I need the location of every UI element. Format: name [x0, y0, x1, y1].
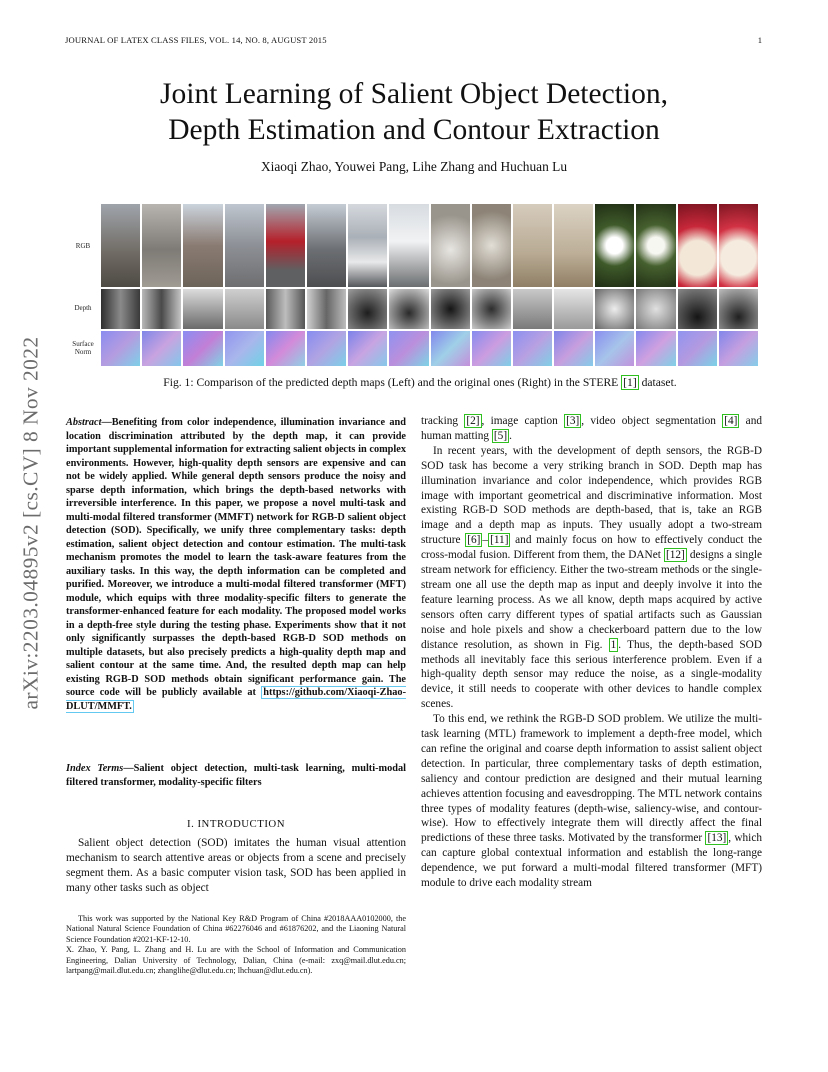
caption-text-end: dataset. [638, 376, 677, 389]
surface-norm-row [101, 331, 758, 366]
depth-map-3 [183, 289, 222, 329]
surface-norm-9 [431, 331, 470, 366]
citation-link[interactable]: [2] [466, 415, 480, 427]
depth-map-16 [719, 289, 758, 329]
depth-map-5 [266, 289, 305, 329]
rgb-image-cake-left [678, 204, 717, 287]
caption-text: Fig. 1: Comparison of the predicted depth maps (Left) and the original ones (Right) in the STERE [163, 376, 622, 389]
arxiv-stamp [0, 288, 62, 758]
text: and human matting [421, 415, 762, 442]
index-terms-label: Index Terms [66, 763, 124, 774]
rgb-image-flower-right [636, 204, 675, 287]
citation-link[interactable]: [5] [493, 429, 508, 442]
arxiv-stamp-text: arXiv:2203.04895v2 [cs.CV] 8 Nov 2022 [18, 336, 43, 710]
row-label-rgb: RGB [75, 242, 91, 250]
rgb-image-bicycle-right [554, 204, 593, 287]
depth-map-2 [142, 289, 181, 329]
citation-link[interactable]: [6] [467, 534, 481, 547]
title-line-2: Depth Estimation and Contour Extraction [168, 114, 660, 146]
citation-link[interactable]: [11] [490, 534, 509, 547]
depth-row [101, 289, 758, 329]
footnote-affiliation: X. Zhao, Y. Pang, L. Zhang and H. Lu are with the School of Information and Communication Engineering, Dalian University of Technology, Dalian, China (e-mail: zxq@mail.dlut.edu.cn; lartpang@mail.dlut.edu.cn; zhanglihe@dlut.edu.cn; lhchuan@dlut.edu.cn). [66, 945, 406, 976]
citation-link[interactable]: [4] [724, 415, 738, 427]
rgb-image-sculpture-right [472, 204, 511, 287]
figure-1 [67, 204, 761, 366]
figure-link[interactable]: 1 [610, 638, 617, 651]
rgb-image-car-right [389, 204, 428, 287]
depth-map-4 [225, 289, 264, 329]
text: tracking [421, 415, 465, 427]
surface-norm-12 [554, 331, 593, 366]
surface-norm-15 [678, 331, 717, 366]
rgb-image-flower-left [595, 204, 634, 287]
surface-norm-2 [142, 331, 181, 366]
citation-link[interactable]: [12] [665, 549, 685, 562]
row-label-surface-norm: Surface Norm [72, 340, 94, 356]
abstract-text: —Benefiting from color independence, illumination invariance and location discrimination attributed by the depth map, it can provide important supplemental information for extracting salient objects in complex environments. However, high-quality depth sensors are expensive and can not be widely applied. While general depth sensors produce the noisy and sparse depth information, which brings the depth-based networks with irreversible interference. In this paper, we propose a novel multi-task and multi-modal filtered transformer (MMFT) network for RGB-D salient object detection (SOD). Specifically, we unify three complementary tasks: depth estimation, salient object detection and contour estimation. The multi-task mechanism promotes the model to learn the task-aware features from the auxiliary tasks. In this way, the depth information can be completed and purified. Moreover, we introduce a multi-modal filtered transformer (MFT) module, which equips with three modality-specific filters to generate the transformer-enhanced feature for each modality. The proposed model works in a depth-free style during the testing phase. Experiments show that it not only significantly surpasses the depth-based RGB-D SOD methods on multiple datasets, but also precisely predicts a high-quality depth map and salient contour at the same time. And, the resulted depth map can help existing RGB-D SOD methods obtain significant performance gain. The source code will be publicly available at [66, 417, 406, 698]
depth-map-7 [348, 289, 387, 329]
text: In recent years, with the development of depth sensors, the RGB-D SOD task has become a very striking branch in SOD. Depth map has illumination invariance and color independence, which provides RGB image with important geometrical and discriminative information. Most existing RGB-D SOD methods are depth-based, that is, take an RGB image and a depth map as inputs. They usually adopt a two-stream structure [421, 444, 762, 547]
text: , image caption [481, 415, 565, 427]
text: , which can capture global contextual information and establish the long-range dependence, we put forward a multi-modal filtered transformer (MFT) module to drive each modality stream [421, 832, 762, 890]
text: – [482, 534, 489, 547]
rgb-image-street [225, 204, 264, 287]
footnote-funding: This work was supported by the National Key R&D Program of China #2018AAA0102000, the National Natural Science Foundation of China #62276046 and #61876202, and the Liaoning Natural Science Foundation #2021-KF-12-10. [66, 914, 406, 944]
author-list: Xiaoqi Zhao, Youwei Pang, Lihe Zhang and Huchuan Lu [260, 159, 568, 174]
text: . Thus, the depth-based SOD methods all inevitably face this serious interference problem. Even if a high-quality depth sensor may reduce the noise, as a single-modality device, it still needs to cooperate with other devices to handle complex scenes. [421, 638, 762, 711]
row-label-depth: Depth [74, 304, 92, 312]
intro-paragraph [66, 836, 406, 896]
rgb-image-tram [266, 204, 305, 287]
depth-map-8 [389, 289, 428, 329]
paragraph-3 [421, 712, 762, 891]
depth-map-1 [101, 289, 140, 329]
surface-norm-10 [472, 331, 511, 366]
surface-norm-3 [183, 331, 222, 366]
abstract [66, 416, 406, 713]
surface-norm-8 [389, 331, 428, 366]
title-line-1: Joint Learning of Salient Object Detection, [160, 78, 668, 110]
index-terms [66, 762, 406, 789]
depth-map-9 [431, 289, 470, 329]
rgb-image-cake-right [719, 204, 758, 287]
surface-norm-13 [595, 331, 634, 366]
depth-map-10 [472, 289, 511, 329]
running-head: JOURNAL OF LATEX CLASS FILES, VOL. 14, NO. 8, AUGUST 2015 [65, 35, 327, 45]
paper-title [60, 76, 768, 148]
abstract-label: Abstract [66, 417, 102, 428]
surface-norm-11 [513, 331, 552, 366]
page-number: 1 [757, 35, 762, 45]
depth-map-6 [307, 289, 346, 329]
surface-norm-5 [266, 331, 305, 366]
rgb-image-sculpture-left [431, 204, 470, 287]
depth-map-14 [636, 289, 675, 329]
figure-caption [80, 376, 760, 389]
rgb-image-road [307, 204, 346, 287]
depth-map-13 [595, 289, 634, 329]
depth-map-12 [554, 289, 593, 329]
rgb-image-car-left [348, 204, 387, 287]
paragraph-1 [421, 414, 762, 444]
intro-text: Salient object detection (SOD) imitates the human visual attention mechanism to search attentive areas or objects from a scene and precisely segment them. As a basic computer vision task, SOD has been applied in many other tasks such as object [66, 837, 406, 894]
surface-norm-4 [225, 331, 264, 366]
depth-map-15 [678, 289, 717, 329]
surface-norm-16 [719, 331, 758, 366]
rgb-image-deer [183, 204, 222, 287]
surface-norm-7 [348, 331, 387, 366]
footnote [66, 914, 406, 976]
index-terms-text: —Salient object detection, multi-task learning, multi-modal filtered transformer, modality-specific filters [66, 763, 406, 788]
source-code-link[interactable]: https://github.com/Xiaoqi-Zhao-DLUT/MMFT. [66, 687, 406, 712]
surface-norm-6 [307, 331, 346, 366]
rgb-image-statues [101, 204, 140, 287]
text: . [509, 429, 512, 442]
rgb-image-figures [142, 204, 181, 287]
text: designs a single stream network for efficiency. Either the two-stream methods or the single-stream one all use the depth map as input and deeply involve it into the feature learning process. As we all know, depth maps acquired by active sensors often carry different types of spatial artifacts such as Gaussian noise and hole pixels and show a checkerboard pattern due to the low distance resolution, as shown in Fig. [421, 549, 762, 651]
rgb-image-bicycle-left [513, 204, 552, 287]
citation-link[interactable]: [3] [566, 415, 580, 427]
section-heading-introduction: I. INTRODUCTION [186, 818, 286, 830]
text: To this end, we rethink the RGB-D SOD problem. We utilize the multi-task learning (MTL) framework to implement a depth-free model, which can refine the original and coarse depth information to assist salient object detection. In particular, three complementary tasks of depth estimation, saliency and contour prediction are designed and their mutual learning achieves attention focusing and eavesdropping. The MTL network contains three types of modality features (depth-wise, saliency-wise, and contour-wise). How to effectively integrate them will directly affect the final predictions of these three tasks. Motivated by the transformer [421, 713, 762, 845]
right-column [421, 414, 762, 891]
surface-norm-1 [101, 331, 140, 366]
rgb-row [101, 204, 758, 287]
text: , video object segmentation [581, 415, 723, 427]
citation-link[interactable]: [1] [623, 376, 637, 389]
depth-map-11 [513, 289, 552, 329]
citation-link[interactable]: [13] [707, 832, 727, 845]
paragraph-2 [421, 444, 762, 712]
text: and mainly focus on how to effectively conduct the cross-modal fusion. Different from them, the DANet [421, 534, 762, 562]
surface-norm-14 [636, 331, 675, 366]
